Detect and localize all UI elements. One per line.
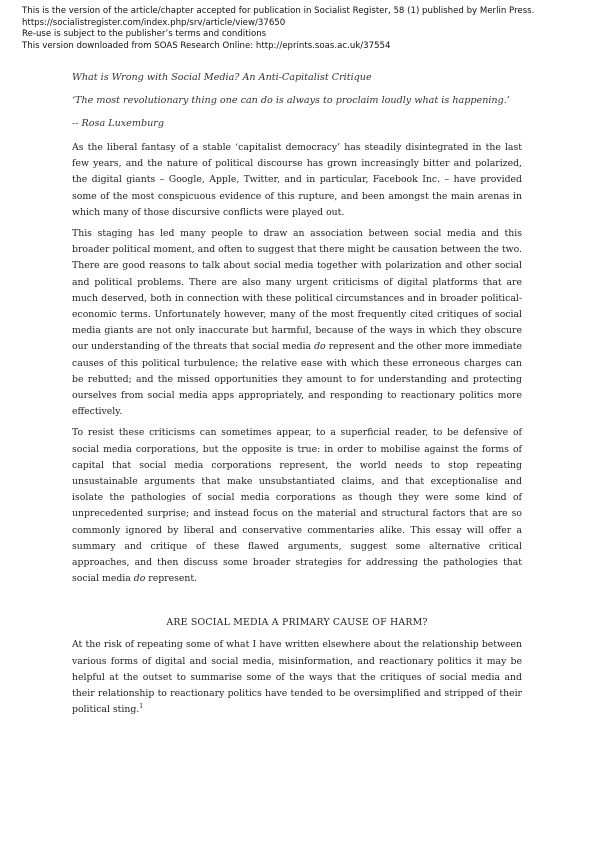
paragraph-2-emphasis: do (314, 341, 326, 353)
header-line-2[interactable]: https://socialistregister.com/index.php/srv/article/view/37650 (22, 17, 286, 28)
paragraph-3-part-2: represent. (145, 573, 198, 585)
header-line-1: This is the version of the article/chapter accepted for publication in Socialist Register, 58 (1) published by Merlin Press. (22, 6, 535, 16)
paragraph-4 (72, 637, 522, 718)
paragraph-2-part-1: This staging has led many people to draw an association between social media and this broader political moment, and often to suggest that there might be causation between the two. There are good reasons to talk about social media together with polarization and other social and political problems. There are also many urgent criticisms of digital platforms that are much deserved, both in connection with these political circumstances and in broader political-economic terms. Unfortunately however, many of the most frequently cited critiques of social media giants are not only inaccurate but harmful, because of the ways in which they obscure our understanding of the threats that social media (72, 228, 522, 353)
article-title: What is Wrong with Social Media? An Anti-Capitalist Critique (72, 72, 372, 83)
header-line-4: This version downloaded from SOAS Research Online: http://eprints.soas.ac.uk/37554 (22, 40, 391, 51)
section-heading: ARE SOCIAL MEDIA A PRIMARY CAUSE OF HARM? (166, 617, 428, 629)
paragraph-1: As the liberal fantasy of a stable ‘capitalist democracy’ has steadily disintegrated in the last few years, and the nature of political discourse has grown increasingly bitter and polarized, the digital giants – Google, Apple, Twitter, and in particular, Facebook Inc. – have provided some of the most conspicuous evidence of this rupture, and been amongst the main arenas in which many of those discursive conflicts were played out. (72, 142, 522, 218)
paragraph-3-emphasis: do (133, 573, 146, 585)
paragraph-3-part-1: To resist these criticisms can sometimes appear, to a superficial reader, to be defensive of social media corporations, but the opposite is true: in order to mobilise against the forms of capital that social media corporations represent, the world needs to stop repeating unsustainable arguments that make unsubstantiated claims, and that exceptionalise and isolate the pathologies of social media corporations as though they were some kind of unprecedented surprise; and instead focus on the material and structural factors that are so commonly ignored by liberal and conservative commentaries alike. This essay will offer a summary and critique of these flawed arguments, suggest some alternative critical approaches, and then discuss some broader strategies for addressing the pathologies that social media (72, 427, 522, 585)
paragraph-3 (72, 425, 522, 587)
header-line-3: Re-use is subject to the publisher’s terms and conditions (22, 29, 267, 39)
epigraph-attribution: -- Rosa Luxemburg (72, 118, 165, 129)
paragraph-2-part-2: represent and the other more immediate causes of this political turbulence; the relative ease with which these erroneous charges can be rebutted; and the missed opportunities they amount to for understanding and protecting ourselves from social media apps appropriately, and responding to reactionary politics more effectively. (72, 341, 523, 418)
repository-header (22, 6, 582, 52)
paragraph-2 (72, 226, 522, 420)
footnote-marker[interactable]: 1 (139, 703, 144, 711)
article-body (72, 71, 522, 724)
paragraph-4-text: At the risk of repeating some of what I have written elsewhere about the relationship between various forms of digital and social media, misinformation, and reactionary politics it may be helpful at the outset to summarise some of the ways that the critiques of social media and their relationship to reactionary politics have tended to be oversimplified and stripped of their political sting. (72, 639, 522, 716)
epigraph: ‘The most revolutionary thing one can do is always to proclaim loudly what is happening.’ (72, 95, 510, 106)
